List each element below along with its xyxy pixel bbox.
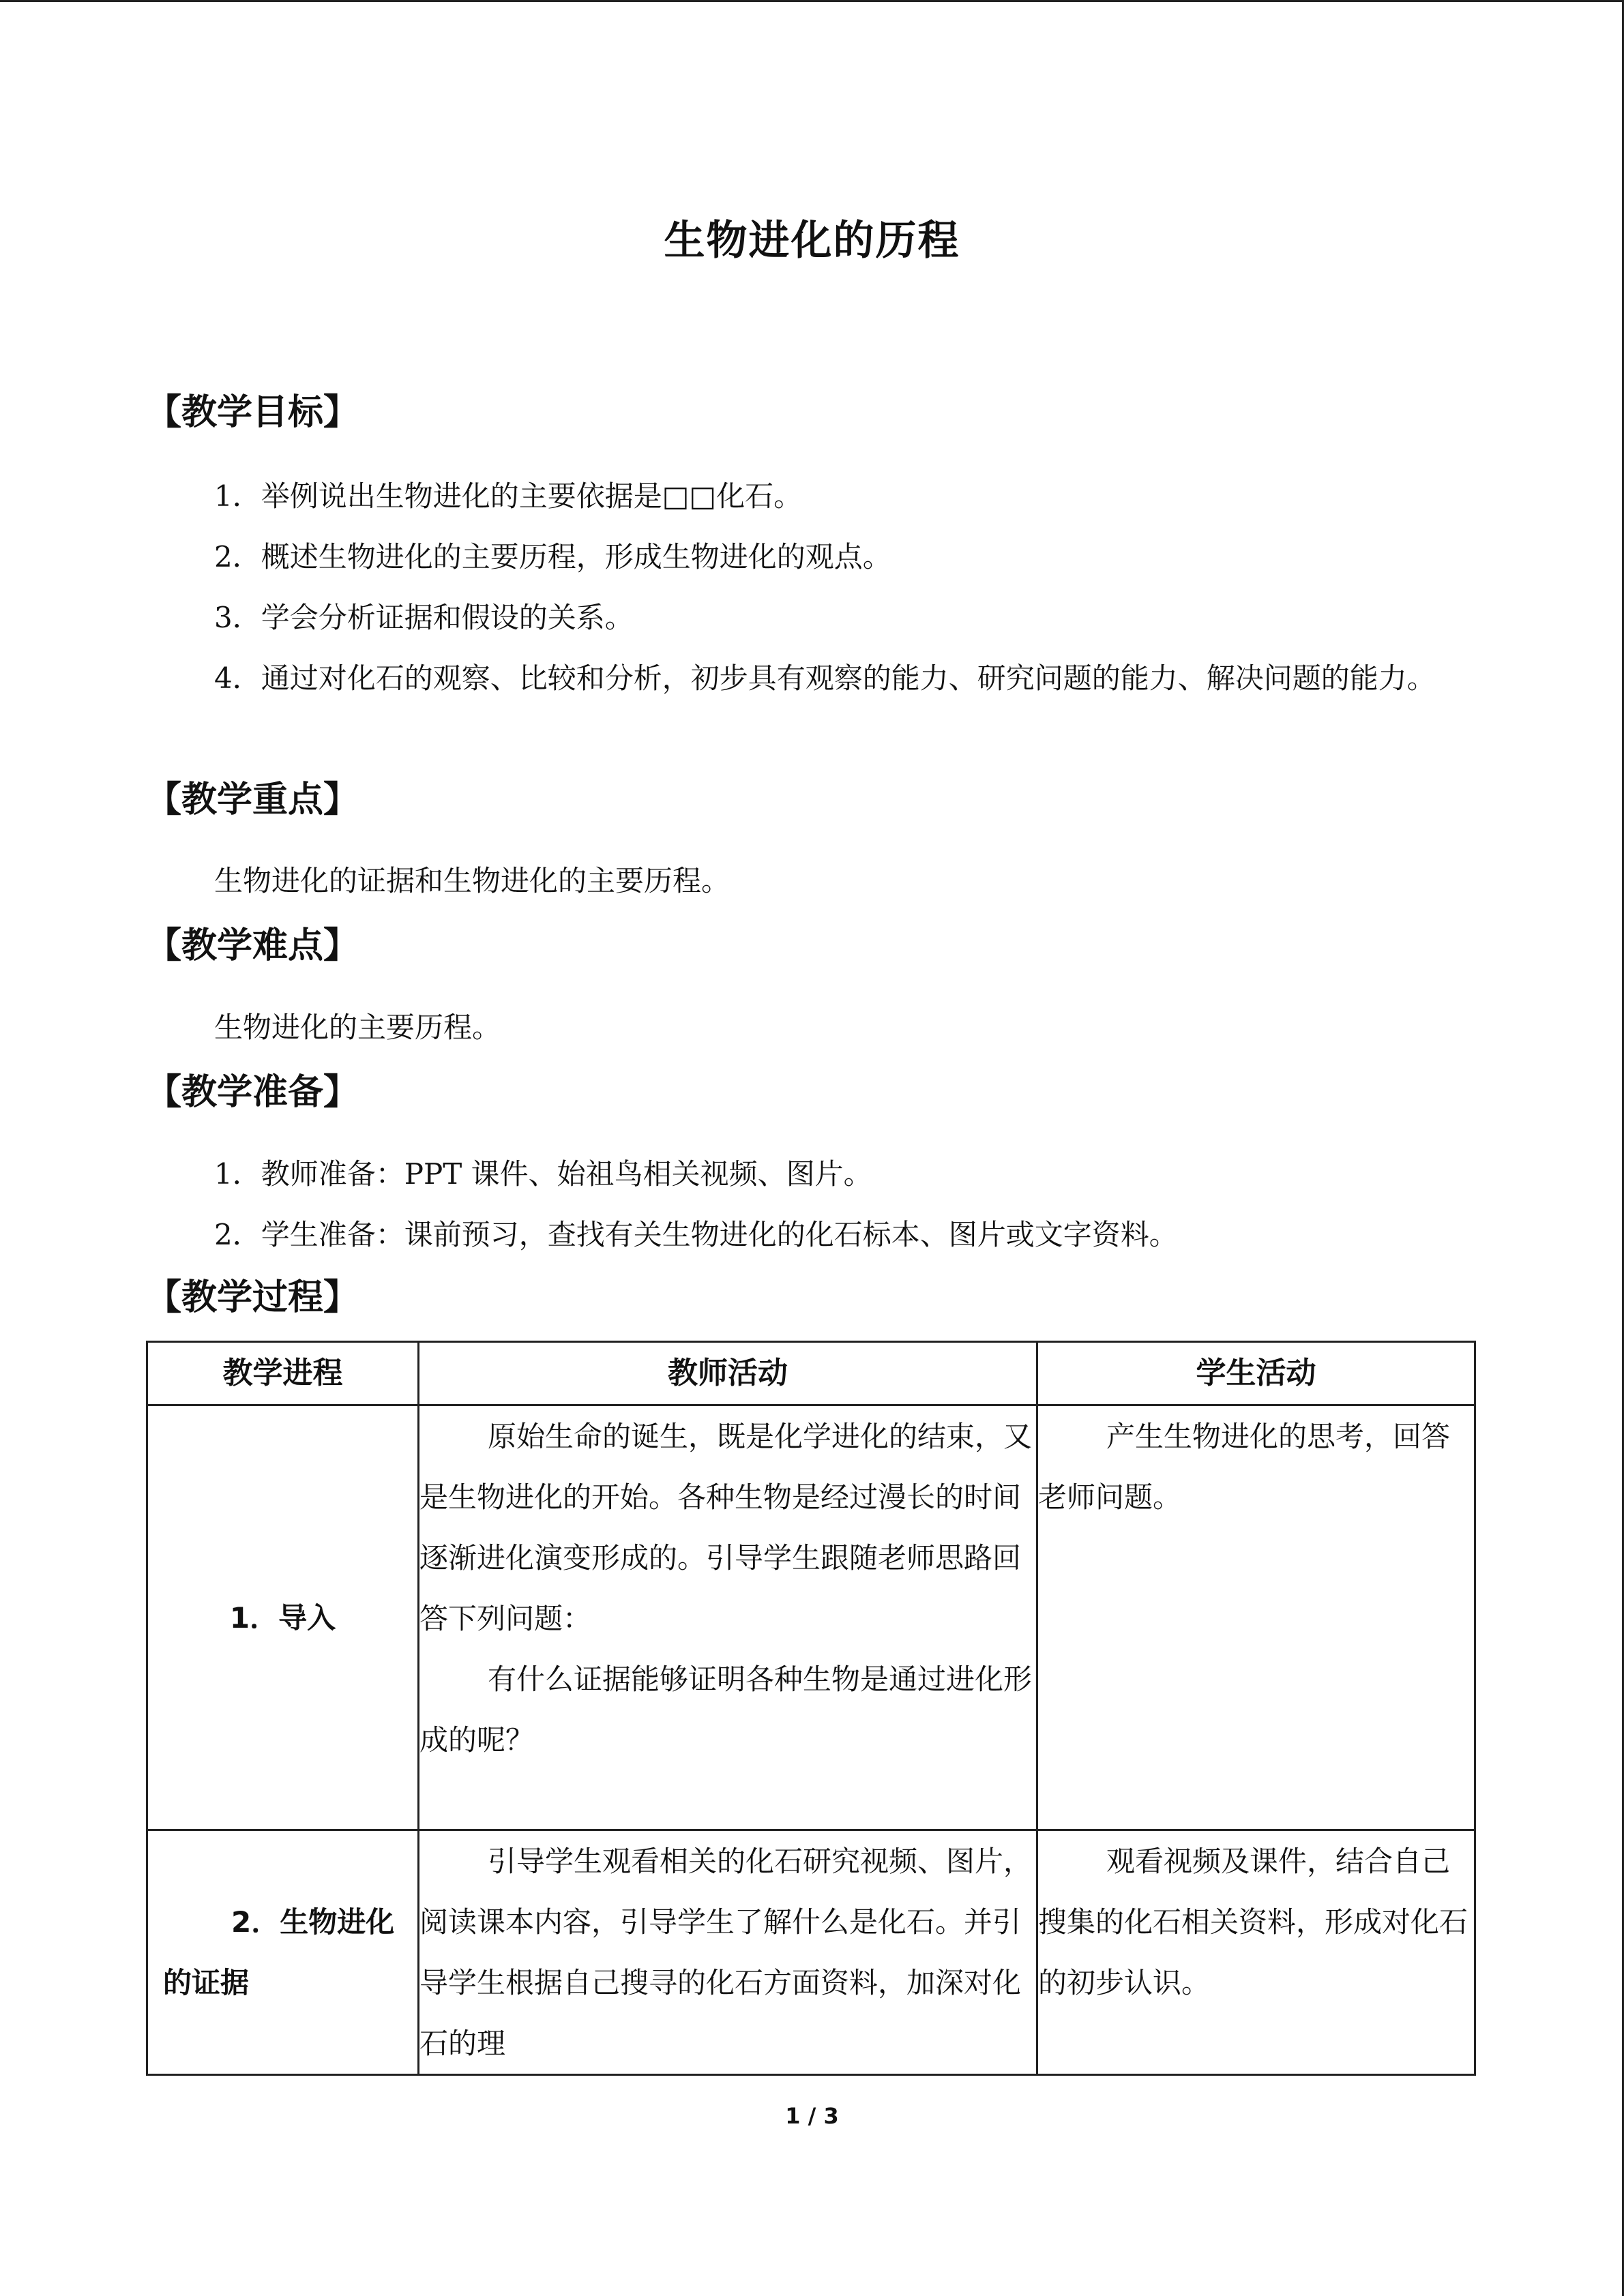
header-student: 学生活动 bbox=[1037, 1342, 1475, 1405]
teacher-activity-paragraph: 有什么证据能够证明各种生物是通过进化形成的呢？ bbox=[419, 1663, 1033, 1757]
page-number: 1 / 3 bbox=[785, 2103, 839, 2129]
header-teacher: 教师活动 bbox=[419, 1342, 1037, 1405]
page-border-top bbox=[0, 0, 1624, 2]
stage-cell: 1．导入 bbox=[147, 1405, 419, 1830]
stage-cell: 2．生物进化的证据 bbox=[147, 1830, 419, 2075]
objective-item-3: 3．学会分析证据和假设的关系。 bbox=[214, 601, 634, 634]
table-header-row bbox=[147, 1342, 1475, 1405]
preparation-item-2: 2．学生准备：课前预习，查找有关生物进化的化石标本、图片或文字资料。 bbox=[214, 1218, 1178, 1251]
teacher-activity-cell bbox=[419, 1830, 1037, 2075]
difficulties-heading: 【教学难点】 bbox=[146, 925, 359, 966]
objective-item-2: 2．概述生物进化的主要历程，形成生物进化的观点。 bbox=[214, 540, 891, 573]
objective-item-4: 4．通过对化石的观察、比较和分析，初步具有观察的能力、研究问题的能力、解决问题的能力。 bbox=[214, 661, 1436, 695]
process-heading: 【教学过程】 bbox=[146, 1277, 359, 1318]
teacher-activity-paragraph: 原始生命的诞生，既是化学进化的结束，又是生物进化的开始。各种生物是经过漫长的时间逐渐进化演变形成的。引导学生跟随老师思路回答下列问题： bbox=[419, 1420, 1033, 1635]
teacher-activity-cell bbox=[419, 1405, 1037, 1830]
teacher-activity-paragraph: 引导学生观看相关的化石研究视频、图片，阅读课本内容，引导学生了解什么是化石。并引导学生根据自己搜寻的化石方面资料，加深对化石的理 bbox=[419, 1845, 1033, 2060]
student-activity-cell bbox=[1037, 1405, 1475, 1830]
objectives-heading: 【教学目标】 bbox=[146, 392, 359, 433]
student-activity-paragraph: 产生生物进化的思考，回答老师问题。 bbox=[1038, 1420, 1451, 1514]
document-title: 生物进化的历程 bbox=[664, 217, 960, 265]
table-row bbox=[147, 1405, 1475, 1830]
student-activity-paragraph: 观看视频及课件，结合自己搜集的化石相关资料，形成对化石的初步认识。 bbox=[1038, 1845, 1468, 1999]
preparation-item-1: 1．教师准备：PPT 课件、始祖鸟相关视频、图片。 bbox=[214, 1157, 872, 1191]
header-stage: 教学进程 bbox=[147, 1342, 419, 1405]
objective-item-1: 1．举例说出生物进化的主要依据是□□化石。 bbox=[214, 479, 803, 513]
student-activity-cell bbox=[1037, 1830, 1475, 2075]
process-table bbox=[146, 1341, 1476, 2076]
table-row bbox=[147, 1830, 1475, 2075]
preparation-heading: 【教学准备】 bbox=[146, 1072, 359, 1113]
key-points-text: 生物进化的证据和生物进化的主要历程。 bbox=[214, 864, 730, 897]
key-points-heading: 【教学重点】 bbox=[146, 779, 359, 820]
difficulties-text: 生物进化的主要历程。 bbox=[214, 1011, 501, 1044]
